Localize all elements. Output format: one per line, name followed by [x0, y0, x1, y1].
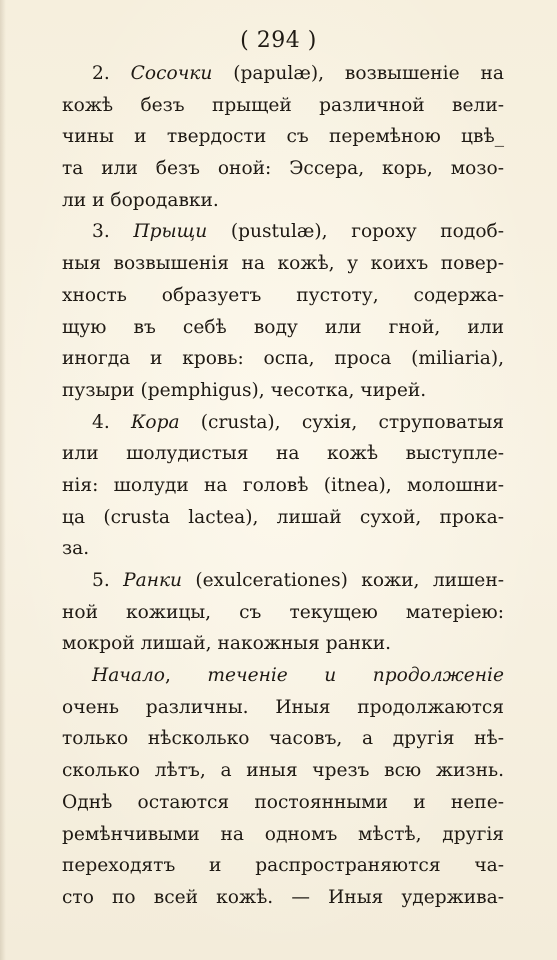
text-span: (pustulæ), гороху подоб- — [207, 221, 504, 243]
text-line — [62, 470, 504, 502]
text-line — [62, 343, 504, 375]
text-span: ныя возвышенія на кожѣ, у коихъ повер- — [62, 253, 504, 275]
term-italic: Сосочки — [130, 63, 213, 84]
text-line — [62, 660, 504, 692]
item-number: 5. — [92, 570, 124, 591]
text-line — [62, 407, 504, 439]
text-span: переходятъ и распространяются ча- — [62, 855, 504, 877]
text-span: (crusta), сухія, струповатыя — [179, 411, 504, 433]
text-span: Однѣ остаются постоянными и непе- — [62, 791, 504, 813]
text-span: ремѣнчивыми на одномъ мѣстѣ, другія — [62, 823, 504, 845]
text-span: ной кожицы, съ текущею матеріею: — [62, 601, 504, 623]
item-number: 2. — [92, 63, 131, 84]
page-edge-shadow — [0, 0, 6, 960]
text-span: чины и твердости съ перемѣною цвѣ_ — [62, 126, 504, 148]
term-italic: теченіе и продолженіе — [207, 665, 504, 687]
paragraph-papulae — [62, 58, 504, 216]
text-line — [62, 692, 504, 724]
text-span: за. — [62, 538, 90, 560]
text-line — [62, 312, 504, 344]
text-line — [62, 882, 504, 914]
term-italic: Начало — [92, 665, 165, 687]
text-span: очень различны. Иныя продолжаются — [62, 696, 504, 718]
term-italic: Кора — [130, 411, 180, 433]
text-line — [62, 850, 504, 882]
paragraph-pustulae — [62, 216, 504, 406]
text-line — [62, 121, 504, 153]
text-line — [62, 819, 504, 851]
text-span: сто по всей кожѣ. — Иныя удержива- — [62, 886, 504, 908]
paragraph-course — [62, 660, 504, 914]
text-line — [62, 90, 504, 122]
text-line — [62, 755, 504, 787]
text-line — [62, 533, 504, 565]
text-span: (exulcerationes) кожи, лишен- — [182, 570, 504, 591]
text-span: пузыри (pemphigus), чесотка, чирей. — [62, 379, 427, 401]
text-line — [62, 216, 504, 248]
text-line — [62, 185, 504, 217]
term-italic: Ранки — [123, 570, 183, 591]
page-text — [62, 58, 504, 914]
text-span: мокрой лишай, накожныя ранки. — [62, 633, 392, 655]
text-line — [62, 565, 504, 597]
text-span: иногда и кровь: оспа, проса (miliaria), — [62, 348, 504, 370]
text-span: та или безъ оной: Эссера, корь, мозо- — [62, 158, 504, 180]
paragraph-crusta — [62, 407, 504, 565]
text-span: кожѣ безъ прыщей различной вели- — [62, 94, 504, 116]
text-line — [62, 248, 504, 280]
text-span: , — [165, 665, 208, 687]
text-line — [62, 153, 504, 185]
item-number: 3. — [92, 221, 134, 243]
text-line — [62, 280, 504, 312]
text-span: хность образуетъ пустоту, содержа- — [62, 284, 504, 306]
text-line — [62, 375, 504, 407]
page-number: ( 294 ) — [240, 28, 317, 53]
text-span: ли и бородавки. — [62, 189, 219, 211]
text-span: нія: шолуди на головѣ (itnea), молошни- — [62, 474, 504, 496]
text-span: только нѣсколько часовъ, а другія нѣ- — [62, 728, 504, 750]
text-line — [62, 438, 504, 470]
text-line — [62, 502, 504, 534]
paragraph-exulcerationes — [62, 565, 504, 660]
item-number: 4. — [92, 411, 131, 433]
text-line — [62, 723, 504, 755]
text-span: сколько лѣтъ, а иныя чрезъ всю жизнь. — [62, 760, 504, 782]
text-line — [62, 597, 504, 629]
text-span: (papulæ), возвышеніе на — [212, 63, 505, 84]
text-span: ца (crusta lactea), лишай сухой, прока- — [62, 506, 504, 528]
text-line — [62, 787, 504, 819]
text-line — [62, 58, 504, 90]
term-italic: Прыщи — [133, 221, 208, 243]
text-span: щую въ себѣ воду или гной, или — [62, 316, 504, 338]
text-span: или шолудистыя на кожѣ выступле- — [62, 443, 504, 465]
text-line — [62, 628, 504, 660]
